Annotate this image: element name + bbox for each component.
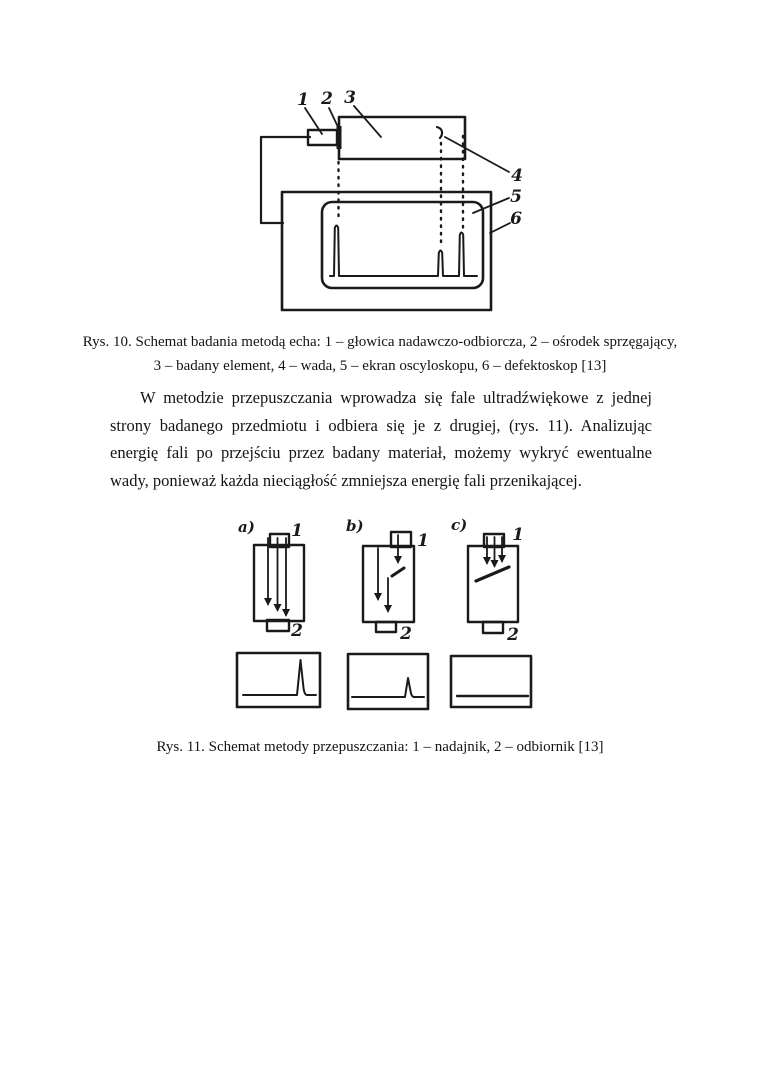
figure-label-5: 5 <box>510 187 522 207</box>
material-rect-a <box>254 545 304 621</box>
small-flaw-mark <box>392 568 404 576</box>
figure10-caption-line2: 3 – badany element, 4 – wada, 5 – ekran oscyloskopu, 6 – defektoskop [13] <box>153 358 607 374</box>
receiver-label-a: 2 <box>291 621 303 641</box>
body-paragraph: W metodzie przepuszczania wprowadza się fale ultradźwiękowe z jednej strony badanego przedmiotu i odbiera się je z drugiej, (rys. 11). Analizując energię fali po przejściu przez badany materiał, możemy wykryć ewentualne wady, ponieważ każda nieciągłość zmniejsza energię fali przenikającej. <box>110 388 652 490</box>
screen-trace-b <box>352 678 424 697</box>
figure-label-2: 2 <box>321 89 333 109</box>
transmitter-label-a: 1 <box>291 521 303 541</box>
coupling-medium-strip <box>337 126 342 149</box>
figure-echo-method-diagram <box>230 85 540 320</box>
figure-transmission-method-diagram <box>225 510 555 722</box>
transmitter-label-b: 1 <box>417 531 429 551</box>
figure10-caption-line1: Rys. 10. Schemat badania metodą echa: 1 – głowica nadawczo-odbiorcza, 2 – ośrodek sprzęgający, <box>82 334 678 350</box>
flaw-mark <box>437 127 442 138</box>
transducer-probe-rect <box>308 130 337 145</box>
figure-label-6: 6 <box>510 209 522 229</box>
receiver-label-b: 2 <box>400 624 412 644</box>
variant-c-label: c) <box>451 516 468 534</box>
receiver-rect-b <box>376 622 396 632</box>
leader-line-3 <box>354 106 381 137</box>
screen-trace-a <box>243 660 316 695</box>
transmitter-label-c: 1 <box>512 525 524 545</box>
transmitter-rect-b <box>391 532 411 547</box>
screen-rect-b <box>348 654 428 709</box>
large-flaw-mark <box>476 567 509 581</box>
leader-line-2 <box>329 108 338 127</box>
variant-a-label: a) <box>238 518 255 536</box>
screen-rect-a <box>237 653 320 707</box>
echo-trace-path <box>330 226 477 277</box>
screen-rect-c <box>451 656 531 707</box>
figure-label-3: 3 <box>344 88 356 108</box>
leader-line-6 <box>490 223 510 233</box>
figure-label-1: 1 <box>297 90 309 110</box>
probe-cable-line <box>261 137 310 223</box>
figure10-caption <box>70 330 690 378</box>
figure-label-4: 4 <box>511 166 523 186</box>
material-rect-c <box>468 546 518 622</box>
receiver-label-c: 2 <box>507 625 519 645</box>
variant-b-label: b) <box>346 517 364 535</box>
receiver-rect-c <box>483 622 503 633</box>
figure11-caption: Rys. 11. Schemat metody przepuszczania: 1 – nadajnik, 2 – odbiornik [13] <box>156 739 604 755</box>
leader-line-4 <box>445 137 509 172</box>
